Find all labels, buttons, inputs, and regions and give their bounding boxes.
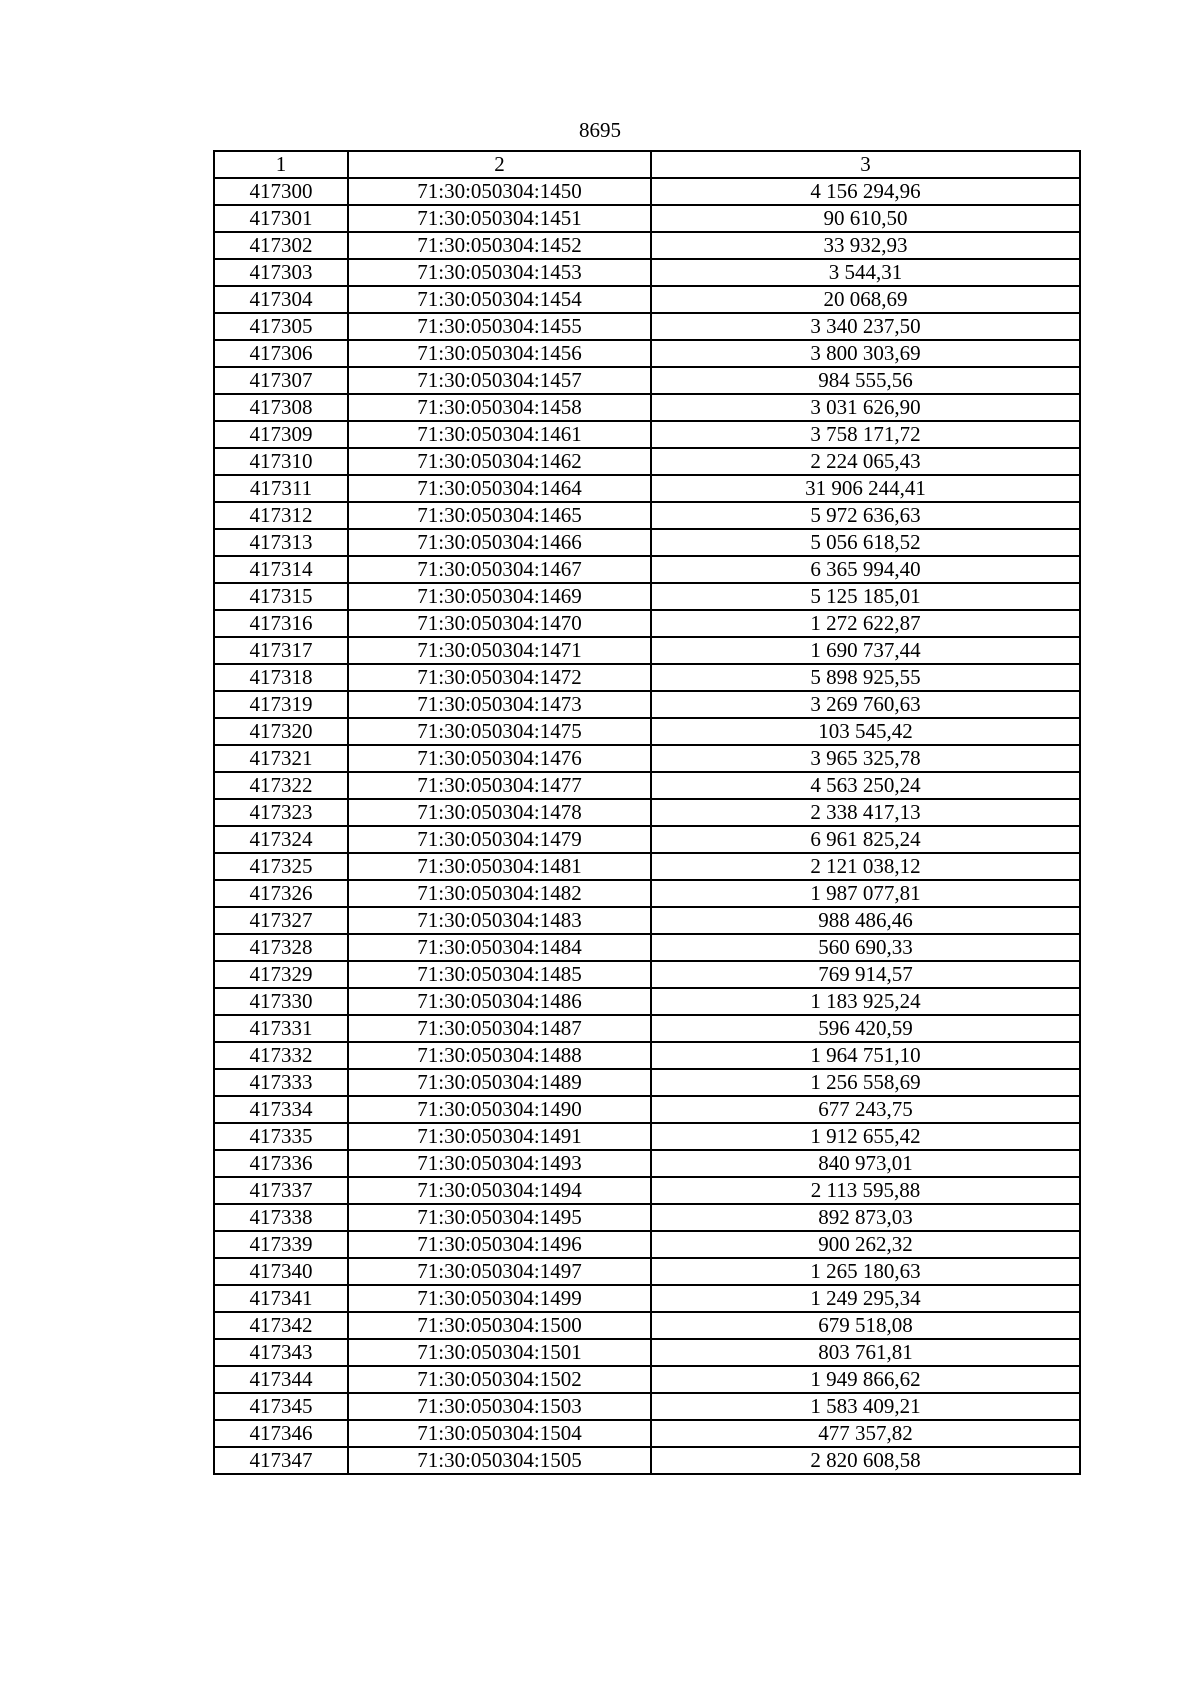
value-cell: 596 420,59: [651, 1015, 1080, 1042]
value-cell: 984 555,56: [651, 367, 1080, 394]
cadastral-number-cell: 71:30:050304:1501: [348, 1339, 651, 1366]
table-row: [214, 313, 1080, 340]
value-cell: 20 068,69: [651, 286, 1080, 313]
value-cell: 679 518,08: [651, 1312, 1080, 1339]
row-number-cell: 417344: [214, 1366, 348, 1393]
cadastral-number-cell: 71:30:050304:1475: [348, 718, 651, 745]
table-row: [214, 1231, 1080, 1258]
cadastral-number-cell: 71:30:050304:1483: [348, 907, 651, 934]
cadastral-number-cell: 71:30:050304:1454: [348, 286, 651, 313]
value-cell: 6 961 825,24: [651, 826, 1080, 853]
table-row: [214, 961, 1080, 988]
row-number-cell: 417303: [214, 259, 348, 286]
value-cell: 1 256 558,69: [651, 1069, 1080, 1096]
value-cell: 4 563 250,24: [651, 772, 1080, 799]
cadastral-number-cell: 71:30:050304:1495: [348, 1204, 651, 1231]
row-number-cell: 417330: [214, 988, 348, 1015]
value-cell: 1 265 180,63: [651, 1258, 1080, 1285]
cadastral-number-cell: 71:30:050304:1499: [348, 1285, 651, 1312]
row-number-cell: 417310: [214, 448, 348, 475]
cadastral-number-cell: 71:30:050304:1453: [348, 259, 651, 286]
table-row: [214, 610, 1080, 637]
table-row: [214, 448, 1080, 475]
cadastral-number-cell: 71:30:050304:1465: [348, 502, 651, 529]
row-number-cell: 417323: [214, 799, 348, 826]
table-row: [214, 745, 1080, 772]
value-cell: 1 964 751,10: [651, 1042, 1080, 1069]
cadastral-number-cell: 71:30:050304:1502: [348, 1366, 651, 1393]
value-cell: 6 365 994,40: [651, 556, 1080, 583]
value-cell: 90 610,50: [651, 205, 1080, 232]
table-row: [214, 583, 1080, 610]
row-number-cell: 417309: [214, 421, 348, 448]
table-row: [214, 1177, 1080, 1204]
table-row: [214, 529, 1080, 556]
cadastral-number-cell: 71:30:050304:1451: [348, 205, 651, 232]
value-cell: 803 761,81: [651, 1339, 1080, 1366]
cadastral-number-cell: 71:30:050304:1500: [348, 1312, 651, 1339]
row-number-cell: 417331: [214, 1015, 348, 1042]
table-row: [214, 664, 1080, 691]
row-number-cell: 417318: [214, 664, 348, 691]
cadastral-number-cell: 71:30:050304:1455: [348, 313, 651, 340]
value-cell: 892 873,03: [651, 1204, 1080, 1231]
value-cell: 2 224 065,43: [651, 448, 1080, 475]
table-row: [214, 340, 1080, 367]
table-row: [214, 178, 1080, 205]
row-number-cell: 417312: [214, 502, 348, 529]
value-cell: 1 583 409,21: [651, 1393, 1080, 1420]
cadastral-number-cell: 71:30:050304:1497: [348, 1258, 651, 1285]
cadastral-number-cell: 71:30:050304:1461: [348, 421, 651, 448]
cadastral-number-cell: 71:30:050304:1493: [348, 1150, 651, 1177]
table-row: [214, 1204, 1080, 1231]
cadastral-number-cell: 71:30:050304:1477: [348, 772, 651, 799]
value-cell: 31 906 244,41: [651, 475, 1080, 502]
column-header-3: 3: [651, 151, 1080, 178]
row-number-cell: 417311: [214, 475, 348, 502]
cadastral-number-cell: 71:30:050304:1458: [348, 394, 651, 421]
value-cell: 103 545,42: [651, 718, 1080, 745]
cadastral-number-cell: 71:30:050304:1486: [348, 988, 651, 1015]
row-number-cell: 417341: [214, 1285, 348, 1312]
header-row: [214, 151, 1080, 178]
table-row: [214, 421, 1080, 448]
table-row: [214, 799, 1080, 826]
table-row: [214, 259, 1080, 286]
value-cell: 1 690 737,44: [651, 637, 1080, 664]
registry-table: [213, 150, 1081, 1475]
cadastral-number-cell: 71:30:050304:1471: [348, 637, 651, 664]
row-number-cell: 417346: [214, 1420, 348, 1447]
row-number-cell: 417332: [214, 1042, 348, 1069]
column-header-2: 2: [348, 151, 651, 178]
row-number-cell: 417322: [214, 772, 348, 799]
cadastral-number-cell: 71:30:050304:1456: [348, 340, 651, 367]
table-body: [214, 178, 1080, 1474]
row-number-cell: 417347: [214, 1447, 348, 1474]
value-cell: 1 949 866,62: [651, 1366, 1080, 1393]
table-row: [214, 502, 1080, 529]
value-cell: 3 965 325,78: [651, 745, 1080, 772]
cadastral-number-cell: 71:30:050304:1481: [348, 853, 651, 880]
cadastral-number-cell: 71:30:050304:1464: [348, 475, 651, 502]
row-number-cell: 417307: [214, 367, 348, 394]
cadastral-number-cell: 71:30:050304:1489: [348, 1069, 651, 1096]
cadastral-number-cell: 71:30:050304:1450: [348, 178, 651, 205]
row-number-cell: 417345: [214, 1393, 348, 1420]
row-number-cell: 417342: [214, 1312, 348, 1339]
table-row: [214, 1312, 1080, 1339]
table-row: [214, 934, 1080, 961]
value-cell: 988 486,46: [651, 907, 1080, 934]
table-row: [214, 1258, 1080, 1285]
cadastral-number-cell: 71:30:050304:1469: [348, 583, 651, 610]
cadastral-number-cell: 71:30:050304:1496: [348, 1231, 651, 1258]
row-number-cell: 417340: [214, 1258, 348, 1285]
cadastral-number-cell: 71:30:050304:1485: [348, 961, 651, 988]
value-cell: 5 056 618,52: [651, 529, 1080, 556]
cadastral-number-cell: 71:30:050304:1467: [348, 556, 651, 583]
cadastral-number-cell: 71:30:050304:1504: [348, 1420, 651, 1447]
cadastral-number-cell: 71:30:050304:1452: [348, 232, 651, 259]
row-number-cell: 417306: [214, 340, 348, 367]
table-row: [214, 691, 1080, 718]
value-cell: 2 121 038,12: [651, 853, 1080, 880]
cadastral-number-cell: 71:30:050304:1505: [348, 1447, 651, 1474]
row-number-cell: 417343: [214, 1339, 348, 1366]
row-number-cell: 417315: [214, 583, 348, 610]
cadastral-number-cell: 71:30:050304:1482: [348, 880, 651, 907]
table-row: [214, 1366, 1080, 1393]
table-row: [214, 1069, 1080, 1096]
value-cell: 677 243,75: [651, 1096, 1080, 1123]
cadastral-number-cell: 71:30:050304:1457: [348, 367, 651, 394]
row-number-cell: 417319: [214, 691, 348, 718]
cadastral-number-cell: 71:30:050304:1476: [348, 745, 651, 772]
value-cell: 3 758 171,72: [651, 421, 1080, 448]
value-cell: 2 338 417,13: [651, 799, 1080, 826]
value-cell: 840 973,01: [651, 1150, 1080, 1177]
cadastral-number-cell: 71:30:050304:1473: [348, 691, 651, 718]
table-row: [214, 232, 1080, 259]
table-header: [214, 151, 1080, 178]
cadastral-number-cell: 71:30:050304:1466: [348, 529, 651, 556]
value-cell: 4 156 294,96: [651, 178, 1080, 205]
value-cell: 769 914,57: [651, 961, 1080, 988]
cadastral-number-cell: 71:30:050304:1470: [348, 610, 651, 637]
table-row: [214, 880, 1080, 907]
value-cell: 3 269 760,63: [651, 691, 1080, 718]
table-row: [214, 1420, 1080, 1447]
value-cell: 1 912 655,42: [651, 1123, 1080, 1150]
table-row: [214, 394, 1080, 421]
cadastral-number-cell: 71:30:050304:1488: [348, 1042, 651, 1069]
row-number-cell: 417335: [214, 1123, 348, 1150]
table-row: [214, 907, 1080, 934]
value-cell: 3 340 237,50: [651, 313, 1080, 340]
row-number-cell: 417321: [214, 745, 348, 772]
table-row: [214, 1339, 1080, 1366]
cadastral-number-cell: 71:30:050304:1490: [348, 1096, 651, 1123]
value-cell: 3 031 626,90: [651, 394, 1080, 421]
table-row: [214, 853, 1080, 880]
table-row: [214, 826, 1080, 853]
page-number: 8695: [579, 118, 621, 142]
row-number-cell: 417339: [214, 1231, 348, 1258]
row-number-cell: 417326: [214, 880, 348, 907]
table-row: [214, 772, 1080, 799]
value-cell: 560 690,33: [651, 934, 1080, 961]
row-number-cell: 417337: [214, 1177, 348, 1204]
value-cell: 5 898 925,55: [651, 664, 1080, 691]
row-number-cell: 417338: [214, 1204, 348, 1231]
cadastral-number-cell: 71:30:050304:1491: [348, 1123, 651, 1150]
table-row: [214, 637, 1080, 664]
table-row: [214, 1123, 1080, 1150]
table-row: [214, 1393, 1080, 1420]
table-row: [214, 988, 1080, 1015]
value-cell: 900 262,32: [651, 1231, 1080, 1258]
value-cell: 1 249 295,34: [651, 1285, 1080, 1312]
value-cell: 5 972 636,63: [651, 502, 1080, 529]
cadastral-number-cell: 71:30:050304:1494: [348, 1177, 651, 1204]
row-number-cell: 417304: [214, 286, 348, 313]
table-row: [214, 475, 1080, 502]
value-cell: 2 820 608,58: [651, 1447, 1080, 1474]
row-number-cell: 417301: [214, 205, 348, 232]
row-number-cell: 417328: [214, 934, 348, 961]
value-cell: 1 987 077,81: [651, 880, 1080, 907]
row-number-cell: 417308: [214, 394, 348, 421]
cadastral-number-cell: 71:30:050304:1479: [348, 826, 651, 853]
value-cell: 3 544,31: [651, 259, 1080, 286]
value-cell: 1 183 925,24: [651, 988, 1080, 1015]
table-row: [214, 556, 1080, 583]
cadastral-number-cell: 71:30:050304:1462: [348, 448, 651, 475]
row-number-cell: 417327: [214, 907, 348, 934]
value-cell: 2 113 595,88: [651, 1177, 1080, 1204]
cadastral-number-cell: 71:30:050304:1478: [348, 799, 651, 826]
row-number-cell: 417324: [214, 826, 348, 853]
table-row: [214, 1015, 1080, 1042]
value-cell: 5 125 185,01: [651, 583, 1080, 610]
row-number-cell: 417313: [214, 529, 348, 556]
value-cell: 477 357,82: [651, 1420, 1080, 1447]
table-row: [214, 1096, 1080, 1123]
table-row: [214, 1042, 1080, 1069]
row-number-cell: 417320: [214, 718, 348, 745]
cadastral-number-cell: 71:30:050304:1487: [348, 1015, 651, 1042]
row-number-cell: 417325: [214, 853, 348, 880]
row-number-cell: 417334: [214, 1096, 348, 1123]
cadastral-number-cell: 71:30:050304:1472: [348, 664, 651, 691]
row-number-cell: 417305: [214, 313, 348, 340]
value-cell: 33 932,93: [651, 232, 1080, 259]
row-number-cell: 417317: [214, 637, 348, 664]
table-row: [214, 286, 1080, 313]
table-row: [214, 1285, 1080, 1312]
table-row: [214, 718, 1080, 745]
row-number-cell: 417302: [214, 232, 348, 259]
cadastral-number-cell: 71:30:050304:1484: [348, 934, 651, 961]
row-number-cell: 417329: [214, 961, 348, 988]
table-row: [214, 205, 1080, 232]
value-cell: 3 800 303,69: [651, 340, 1080, 367]
row-number-cell: 417336: [214, 1150, 348, 1177]
row-number-cell: 417333: [214, 1069, 348, 1096]
row-number-cell: 417316: [214, 610, 348, 637]
value-cell: 1 272 622,87: [651, 610, 1080, 637]
row-number-cell: 417300: [214, 178, 348, 205]
table-row: [214, 1447, 1080, 1474]
table-row: [214, 1150, 1080, 1177]
cadastral-number-cell: 71:30:050304:1503: [348, 1393, 651, 1420]
table-row: [214, 367, 1080, 394]
row-number-cell: 417314: [214, 556, 348, 583]
column-header-1: 1: [214, 151, 348, 178]
